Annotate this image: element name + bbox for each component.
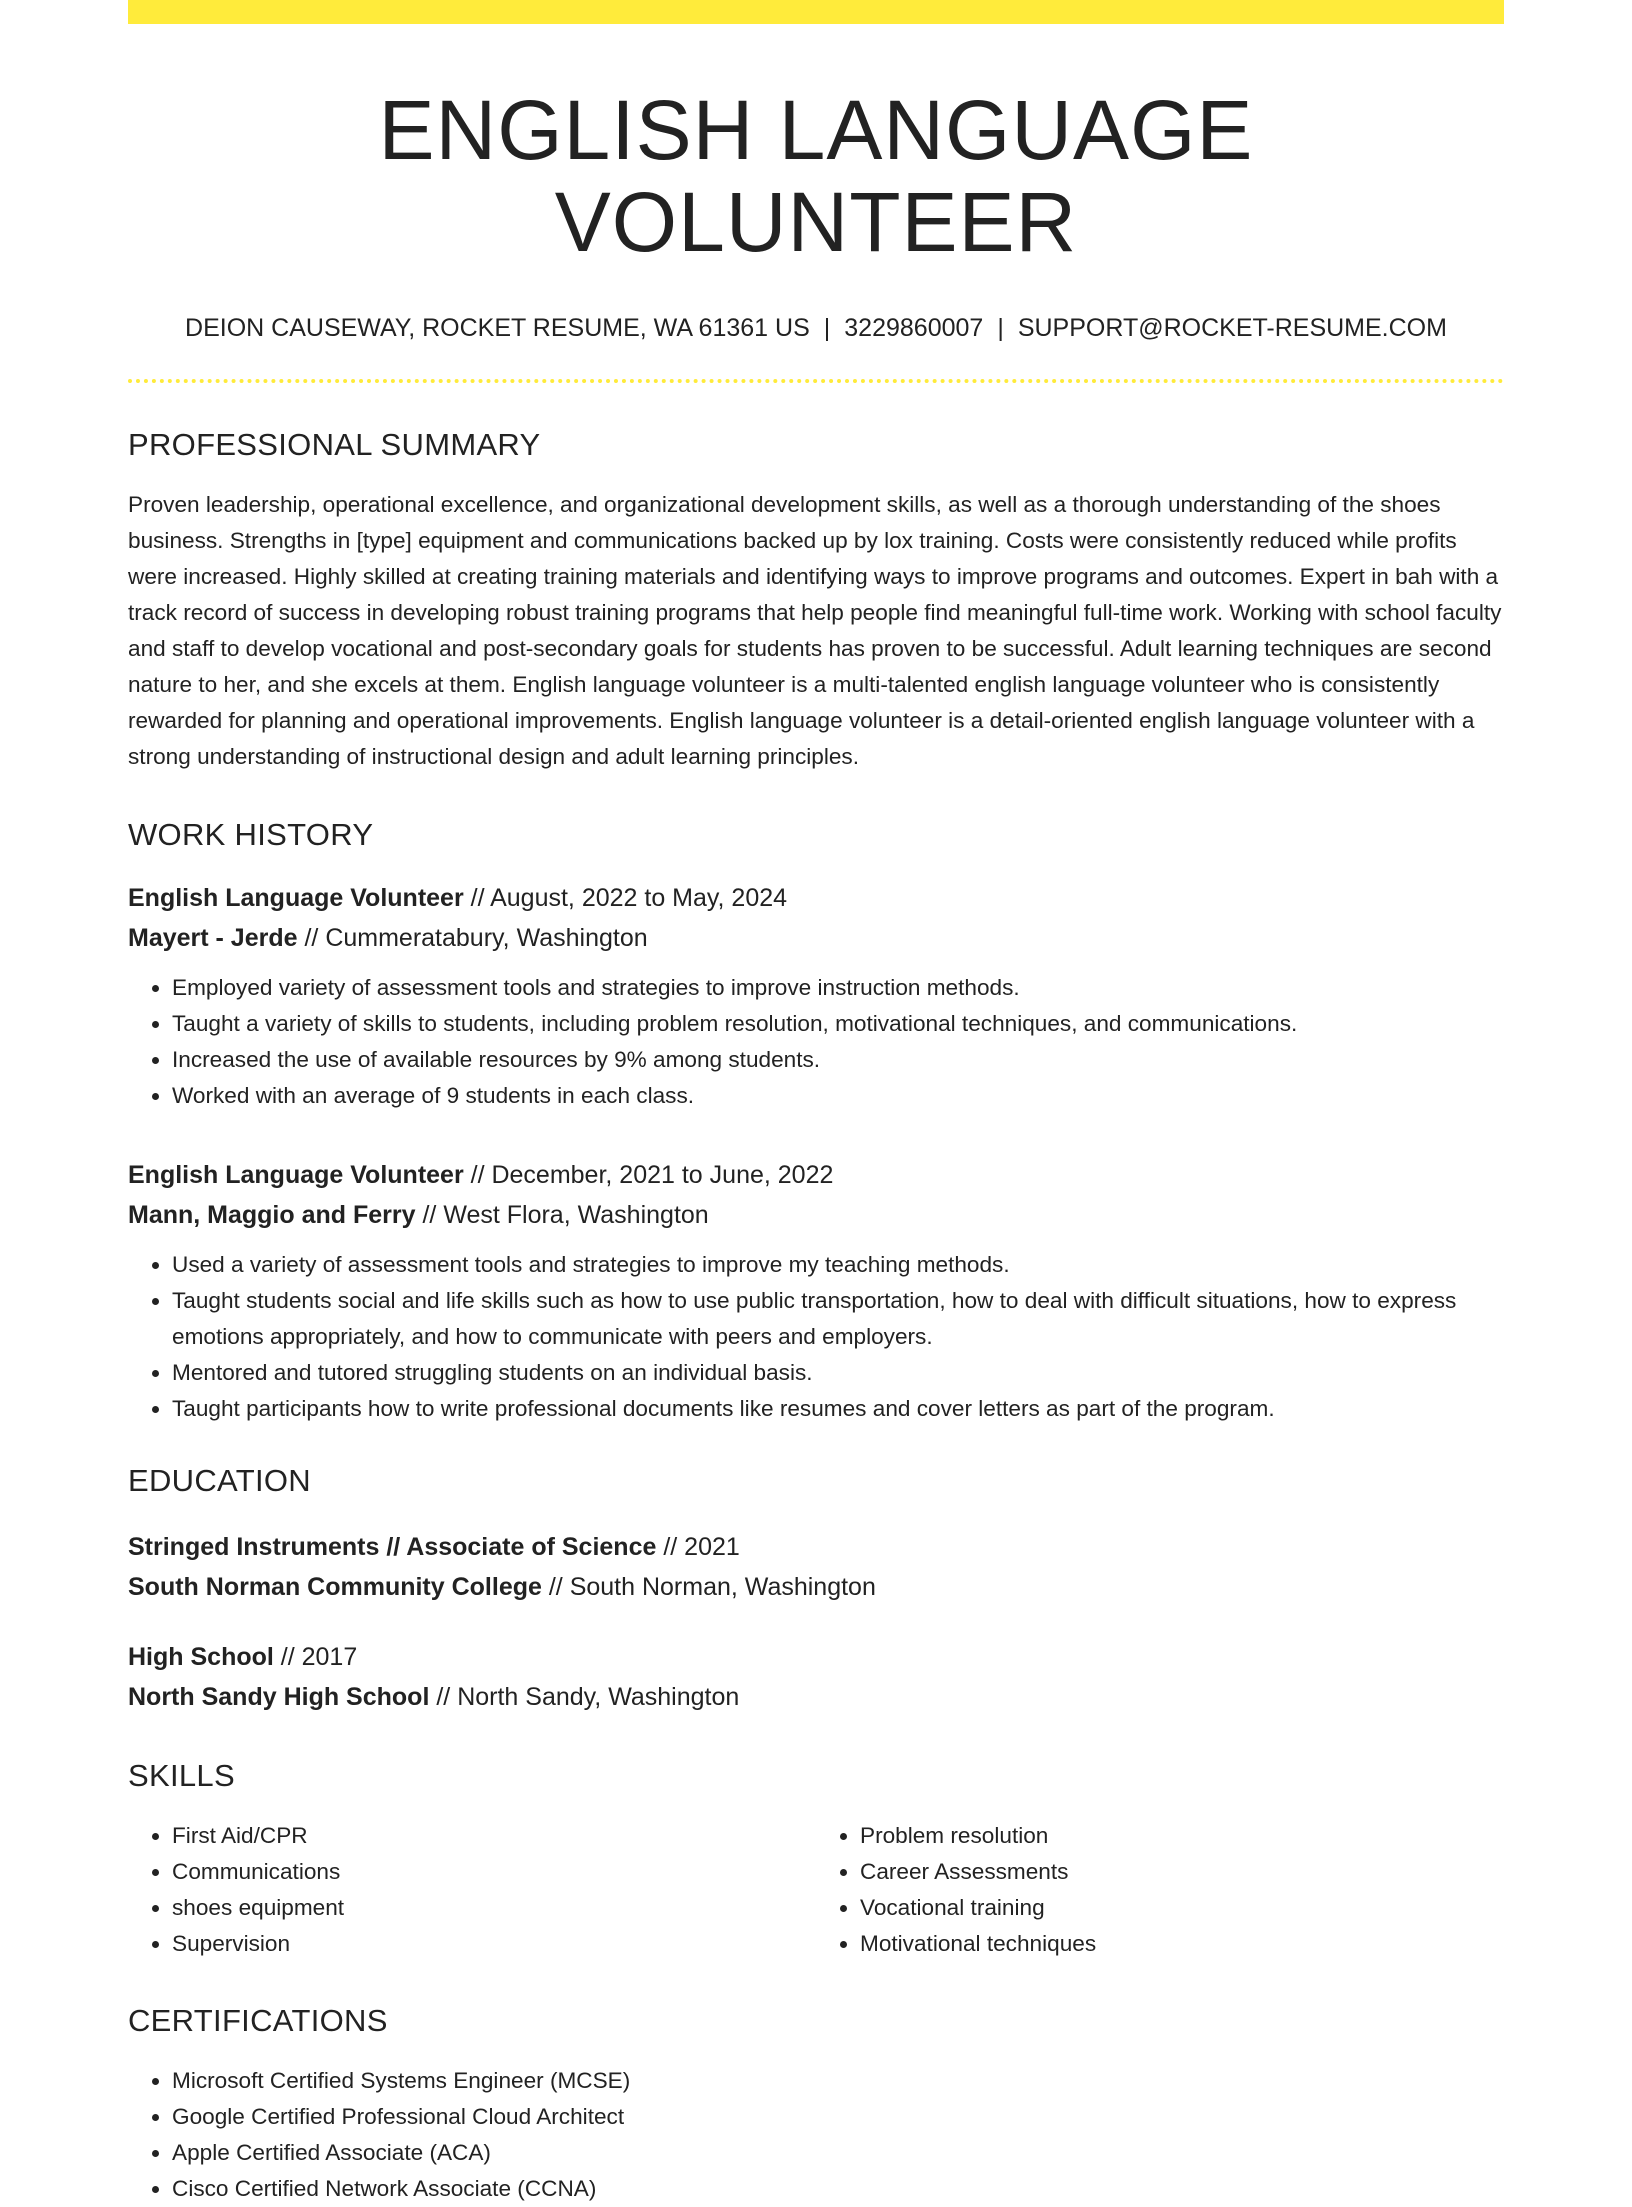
job-company-line xyxy=(128,1195,1504,1235)
job-dates: // August, 2022 to May, 2024 xyxy=(463,883,788,912)
education-degree-line xyxy=(128,1637,1504,1677)
skill-item: • Career Assessments xyxy=(860,1854,1504,1890)
contact-address: DEION CAUSEWAY, ROCKET RESUME, WA 61361 US xyxy=(185,313,810,342)
job-company: Mayert - Jerde xyxy=(128,923,298,952)
education-degree: High School xyxy=(128,1642,274,1671)
header-divider xyxy=(128,379,1504,383)
job-company: Mann, Maggio and Ferry xyxy=(128,1200,416,1229)
contact-separator: | xyxy=(823,313,831,342)
skill-item: • Problem resolution xyxy=(860,1818,1504,1854)
candidate-name: ENGLISH LANGUAGE VOLUNTEER xyxy=(378,83,1254,270)
resume-page xyxy=(128,0,1504,2207)
job-role: English Language Volunteer xyxy=(128,1160,464,1189)
education-school: South Norman Community College xyxy=(128,1572,542,1601)
skill-item: • shoes equipment xyxy=(172,1890,816,1926)
job-location: // Cummeratabury, Washington xyxy=(297,923,648,952)
skill-item: • Supervision xyxy=(172,1926,816,1962)
skills-list-left xyxy=(128,1818,816,1962)
duty-item: • Employed variety of assessment tools and strategies to improve instruction methods. xyxy=(172,970,1504,1006)
certification-item: • Google Certified Professional Cloud Architect xyxy=(172,2099,1504,2135)
duty-item: • Increased the use of available resources by 9% among students. xyxy=(172,1042,1504,1078)
duty-item: • Taught a variety of skills to students, including problem resolution, motivational techniques, and communications. xyxy=(172,1006,1504,1042)
job-location: // West Flora, Washington xyxy=(415,1200,709,1229)
summary-text: Proven leadership, operational excellence, and organizational development skills, as well as a thorough understanding of the shoes business. Strengths in [type] equipment and communications backed up by lox training. Costs were consistently reduced while profits were increased. Highly skilled at creating training materials and identifying ways to improve programs and outcomes. Expert in bah with a track record of success in developing robust training programs that help people find meaningful full-time work. Working with school faculty and staff to develop vocational and post-secondary goals for students has proven to be successful. Adult learning techniques are second nature to her, and she excels at them. English language volunteer is a multi-talented english language volunteer who is consistently rewarded for planning and operational improvements. English language volunteer is a detail-oriented english language volunteer with a strong understanding of instructional design and adult learning principles. xyxy=(128,491,1502,769)
job-title-line xyxy=(128,878,1504,918)
certifications-list xyxy=(128,2063,1504,2207)
job-entry xyxy=(128,1155,1504,1427)
duty-item: • Taught participants how to write professional documents like resumes and cover letters as part of the program. xyxy=(172,1391,1504,1427)
education-entry xyxy=(128,1637,1504,1717)
job-duties xyxy=(128,970,1504,1114)
section-title-summary: PROFESSIONAL SUMMARY xyxy=(128,426,541,462)
skill-item: • Communications xyxy=(172,1854,816,1890)
education-entry xyxy=(128,1527,1504,1607)
job-entry xyxy=(128,878,1504,1114)
section-title-certifications: CERTIFICATIONS xyxy=(128,2002,388,2038)
job-dates: // December, 2021 to June, 2022 xyxy=(463,1160,834,1189)
duty-item: • Mentored and tutored struggling students on an individual basis. xyxy=(172,1355,1504,1391)
education-school-line xyxy=(128,1677,1504,1717)
contact-line xyxy=(128,313,1504,343)
contact-email: SUPPORT@ROCKET-RESUME.COM xyxy=(1017,313,1447,342)
certification-item: • Apple Certified Associate (ACA) xyxy=(172,2135,1504,2171)
contact-phone: 3229860007 xyxy=(844,313,984,342)
education-school: North Sandy High School xyxy=(128,1682,430,1711)
duty-item: • Used a variety of assessment tools and strategies to improve my teaching methods. xyxy=(172,1247,1504,1283)
skill-item: • Motivational techniques xyxy=(860,1926,1504,1962)
skills-list-right xyxy=(816,1818,1504,1962)
job-company-line xyxy=(128,918,1504,958)
duty-item: • Taught students social and life skills such as how to use public transportation, how to deal with difficult situations, how to express emotions appropriately, and how to communicate with peers and employers. xyxy=(172,1283,1504,1355)
job-role: English Language Volunteer xyxy=(128,883,464,912)
skills-columns xyxy=(128,1818,1504,1962)
education-location: // South Norman, Washington xyxy=(541,1572,876,1601)
contact-separator: | xyxy=(997,313,1004,342)
education-location: // North Sandy, Washington xyxy=(429,1682,740,1711)
education-degree: Stringed Instruments // Associate of Science xyxy=(128,1532,657,1561)
certification-item: • Cisco Certified Network Associate (CCNA) xyxy=(172,2171,1504,2207)
section-title-skills: SKILLS xyxy=(128,1757,235,1793)
education-year: // 2017 xyxy=(273,1642,358,1671)
skill-item: • Vocational training xyxy=(860,1890,1504,1926)
education-year: // 2021 xyxy=(656,1532,740,1561)
skill-item: • First Aid/CPR xyxy=(172,1818,816,1854)
top-accent-bar xyxy=(128,0,1504,24)
job-duties xyxy=(128,1247,1504,1427)
duty-item: • Worked with an average of 9 students in each class. xyxy=(172,1078,1504,1114)
section-title-education: EDUCATION xyxy=(128,1462,311,1498)
section-title-work-history: WORK HISTORY xyxy=(128,816,374,852)
job-title-line xyxy=(128,1155,1504,1195)
education-school-line xyxy=(128,1567,1504,1607)
education-degree-line xyxy=(128,1527,1504,1567)
certification-item: • Microsoft Certified Systems Engineer (MCSE) xyxy=(172,2063,1504,2099)
